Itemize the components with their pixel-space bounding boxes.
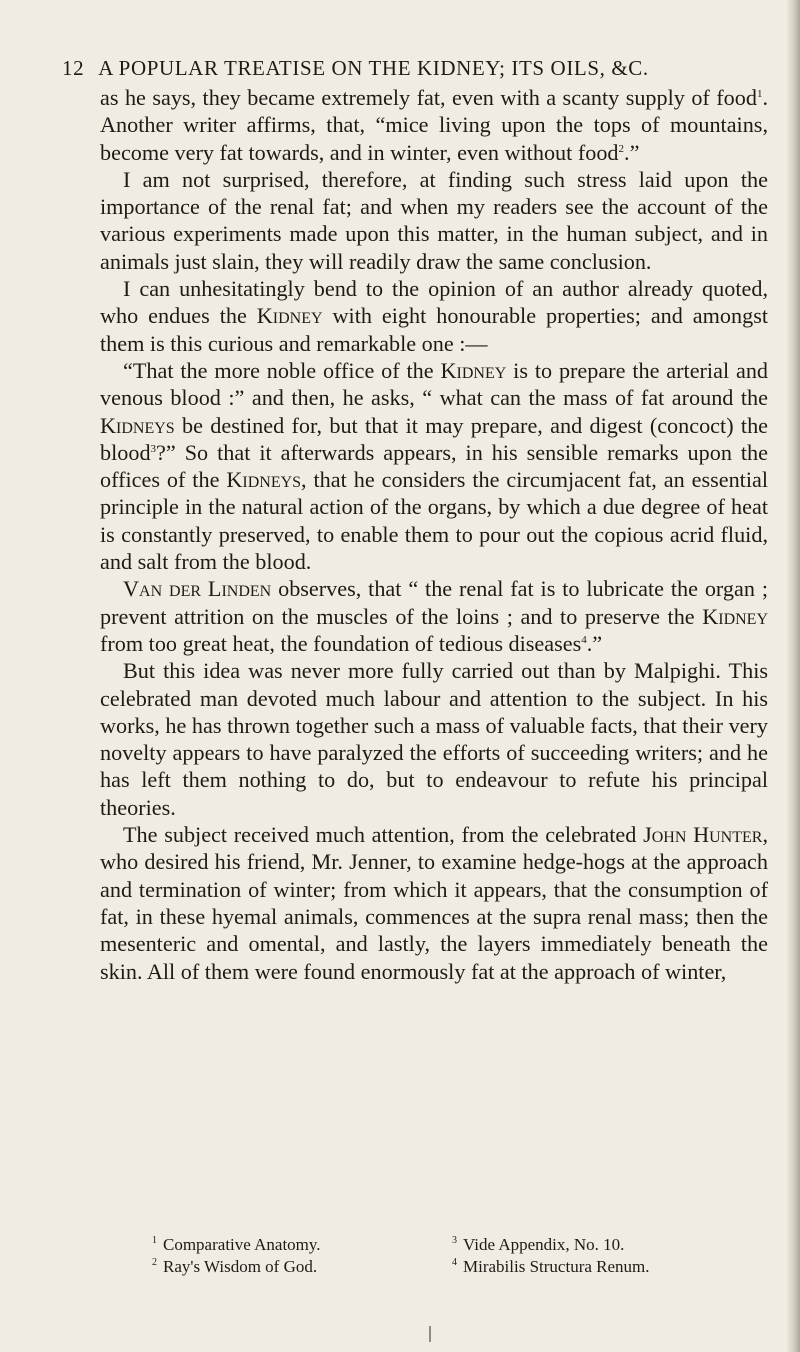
running-header [62,56,722,81]
footnote-ref-3: 3 [150,442,157,455]
footnote-2: $^2$ Ray's Wisdom of God. [152,1257,318,1276]
small-caps-term: Kidneys [100,412,175,438]
small-caps-term: Kidney [440,357,507,383]
running-title: A POPULAR TREATISE ON THE KIDNEY; ITS OILS, &C. [98,56,649,80]
page-number: 12 [62,56,85,80]
small-caps-name: Van der Linden [123,576,272,602]
footnote-3: $^3$ Vide Appendix, No. 10. [452,1235,625,1254]
paragraph-5: Van der Linden observes, that “ the renal fat is to lubricate the organ ; prevent attrition on the muscles of the loins ; and to preserve the Kidney from too great heat, the foundation of tedious diseases$^4$.” [100,576,769,656]
body-text [100,84,768,985]
paragraph-6: But this idea was never more fully carried out than by Malpighi. This celebrated man devoted much labour and attention to the subject. In his works, he has thrown together such a mass of valuable facts, that their very novelty appears to have paralyzed the efforts of succeeding writers; and he has left them nothing to do, but to endeavour to refute his principal theories. [100,658,768,820]
paragraph-3: I can unhesitatingly bend to the opinion of an author already quoted, who endues the Kidney with eight honourable properties; and amongst them is this curious and remarkable one :— [100,276,768,356]
small-caps-term: Kidneys [226,467,302,493]
page-edge-shadow [786,0,800,1352]
paragraph-1: as he says, they became extremely fat, even with a scanty supply of food$^1$. Another writer affirms, that, “mice living upon the tops of mountains, become very fat towards, and in winter, even without food$^2$.” [100,85,768,165]
footnote-4: $^4$ Mirabilis Structura Renum. [452,1257,650,1276]
small-caps-term: Kidney [702,603,769,629]
footnote-ref-1: 1 [756,88,763,100]
small-caps-term: Kidney [256,303,323,329]
paragraph-7: The subject received much attention, from the celebrated John Hunter, who desired his friend, Mr. Jenner, to examine hedge-hogs at the approach and termination of winter; from which it appears, that the consumption of fat, in these hyemal animals, commences at the supra renal mass; then the mesenteric and omental, and lastly, the layers immediately beneath the skin. All of them were found enormously fat at the approach of winter, [100,822,768,984]
paper-speck [429,1326,431,1342]
footnote-ref-4: 4 [581,633,587,646]
footnote-ref-2: 2 [618,142,625,155]
footnote-1: $^1$ Comparative Anatomy. [152,1235,321,1254]
paragraph-2: I am not surprised, therefore, at finding such stress laid upon the importance of the renal fat; and when my readers see the account of the various experiments made upon this matter, in the human subject, and in animals just slain, they will readily draw the same conclusion. [100,166,768,274]
footnote-column-left [152,1234,442,1278]
paragraph-4: “That the more noble office of the Kidney is to prepare the arterial and venous blood :” and then, he asks, “ what can the mass of fat around the Kidneys be destined for, but that it may prepare, and digest (concoct) the blood$^3$?” So that it afterwards appears, in his sensible remarks upon the offices of the Kidneys, that he considers the circumjacent fat, an essential principle in the natural action of the organs, by which a due degree of heat is constantly preserved, to enable them to pour out the copious acrid fluid, and salt from the blood. [100,357,769,575]
footnote-column-right [452,1234,742,1278]
small-caps-name: John Hunter [643,822,763,848]
